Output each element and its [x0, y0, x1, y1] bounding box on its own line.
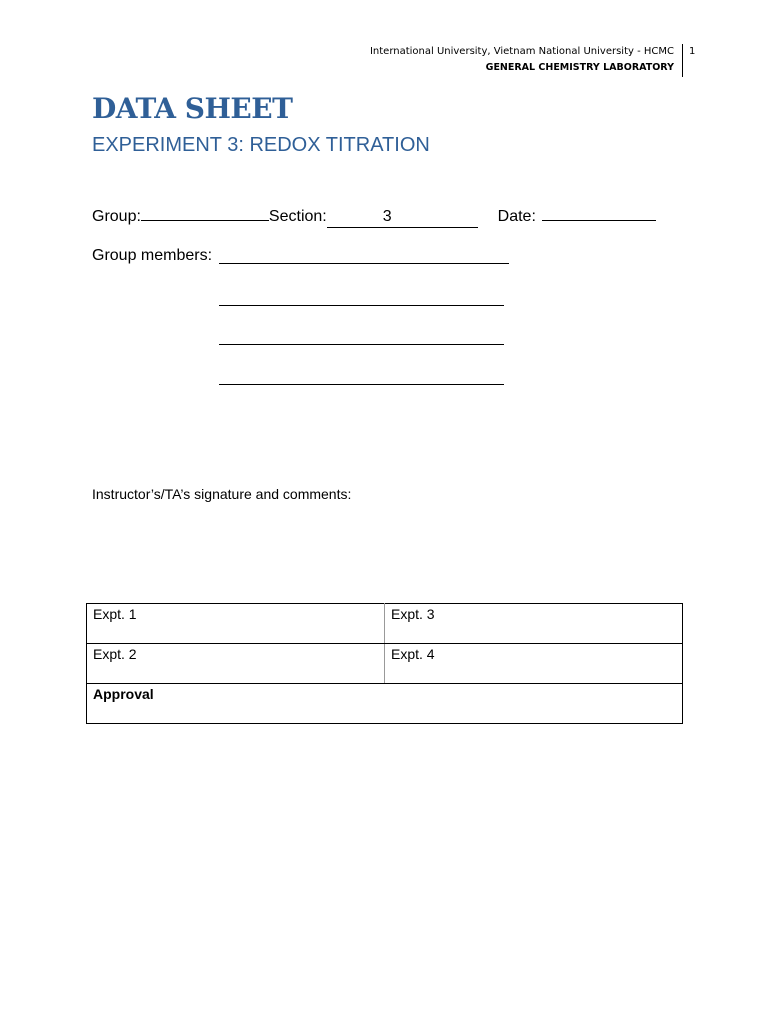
- group-label: Group:: [92, 208, 141, 225]
- date-label: Date:: [497, 208, 536, 225]
- group-blank[interactable]: [141, 204, 269, 221]
- table-row: [87, 684, 683, 724]
- header-institution: International University, Vietnam National University - HCMC: [369, 46, 674, 57]
- member-line-1[interactable]: [219, 263, 509, 264]
- expt3-cell[interactable]: Expt. 3: [385, 604, 683, 644]
- members-label: Group members:: [92, 247, 213, 264]
- field-row: [92, 204, 656, 228]
- table-row: [87, 604, 683, 644]
- document-title: DATA SHEET: [92, 92, 293, 125]
- page-number: 1: [689, 46, 696, 57]
- expt1-cell[interactable]: Expt. 1: [87, 604, 385, 644]
- signature-label: Instructor’s/TA’s signature and comments:: [92, 486, 352, 502]
- section-label: Section:: [268, 208, 327, 225]
- header-divider: [682, 44, 683, 77]
- member-line-4[interactable]: [219, 384, 504, 385]
- date-blank[interactable]: [542, 204, 656, 221]
- header-lab: GENERAL CHEMISTRY LABORATORY: [485, 62, 674, 73]
- experiment-table: [86, 603, 683, 724]
- expt2-cell[interactable]: Expt. 2: [87, 644, 385, 684]
- member-line-2[interactable]: [219, 305, 504, 306]
- member-line-3[interactable]: [219, 344, 504, 345]
- section-value: 3: [382, 208, 392, 225]
- approval-cell[interactable]: Approval: [87, 684, 683, 724]
- expt4-cell[interactable]: Expt. 4: [385, 644, 683, 684]
- table-row: [87, 644, 683, 684]
- section-field[interactable]: [327, 207, 478, 228]
- document-subtitle: EXPERIMENT 3: REDOX TITRATION: [92, 134, 430, 156]
